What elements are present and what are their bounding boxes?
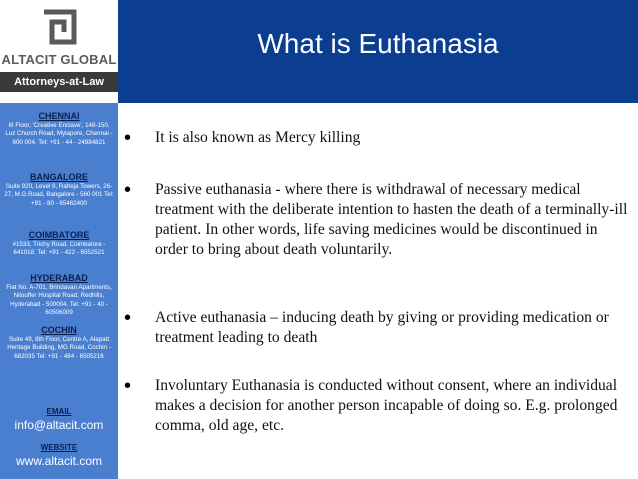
- bullet-dot: •: [124, 179, 132, 201]
- office-cochin: [0, 325, 118, 361]
- office-address: Suite 49, 8th Floor, Centre A, Alapatt Heritage Building, MG Road, Cochin - 682035 Tel: +91 - 484 - 6505216: [7, 336, 111, 360]
- office-city: HYDERABAD: [30, 273, 88, 283]
- bullet-text: Active euthanasia – inducing death by giving or providing medication or treatment leading to death: [155, 309, 609, 346]
- office-address: Flat No. A-701, Brindavan Apartments, Nilouffer Hospital Road, Redhills, Hyderabad - 500004. Tel: +91 - 40 - 60506009: [6, 284, 112, 317]
- website-link[interactable]: www.altacit.com: [15, 454, 103, 468]
- office-city: COCHIN: [41, 325, 77, 335]
- bullet-dot: •: [124, 375, 132, 397]
- altacit-logo-icon: [38, 6, 80, 48]
- office-hyderabad: [0, 273, 118, 318]
- logo-name: ALTACIT GLOBAL: [1, 52, 117, 67]
- office-coimbatore: [0, 230, 118, 258]
- office-address: #1533, Trichy Road, Coimbatore - 641018. Tel: +91 - 422 - 6552521: [12, 241, 106, 257]
- email-label: EMAIL: [46, 407, 72, 416]
- website-block: [0, 443, 118, 468]
- office-city: BANGALORE: [30, 172, 88, 182]
- website-label: WEBSITE: [40, 443, 78, 452]
- office-city: CHENNAI: [38, 111, 80, 121]
- office-address: Suite 920, Level 9, Raheja Towers, 26-27, M.G.Road, Bangalore - 560 001 Tel: +91 - 80 - 65462400: [4, 183, 114, 207]
- email-block: [0, 407, 118, 432]
- bullet-text: Passive euthanasia - where there is withdrawal of necessary medical treatment with the deliberate intention to hasten the death of a terminally-ill patient. In other words, life saving medicines would be discontinued in order to bring about death voluntarily.: [155, 181, 628, 258]
- email-link[interactable]: info@altacit.com: [14, 418, 104, 432]
- bullet-text: Involuntary Euthanasia is conducted without consent, where an individual makes a decision for another person incapable of doing so. E.g. prolonged comma, old age, etc.: [155, 377, 618, 434]
- offices-sidebar: [0, 103, 118, 479]
- office-bangalore: [0, 172, 118, 208]
- office-city: COIMBATORE: [28, 230, 90, 240]
- slide-header: [0, 0, 638, 103]
- bullet-dot: •: [124, 127, 132, 149]
- bullet-dot: •: [124, 307, 132, 329]
- logo-tagline: Attorneys-at-Law: [0, 72, 118, 92]
- bullet-text: It is also known as Mercy killing: [155, 129, 361, 146]
- slide-title: What is Euthanasia: [257, 28, 499, 59]
- logo-block: [0, 0, 118, 103]
- office-address: III Floor, 'Creative Enclave', 148-150, Luz Church Road, Mylapore, Chennai - 600 004. Tel: +91 - 44 - 24984821: [5, 122, 113, 146]
- office-chennai: [0, 111, 118, 147]
